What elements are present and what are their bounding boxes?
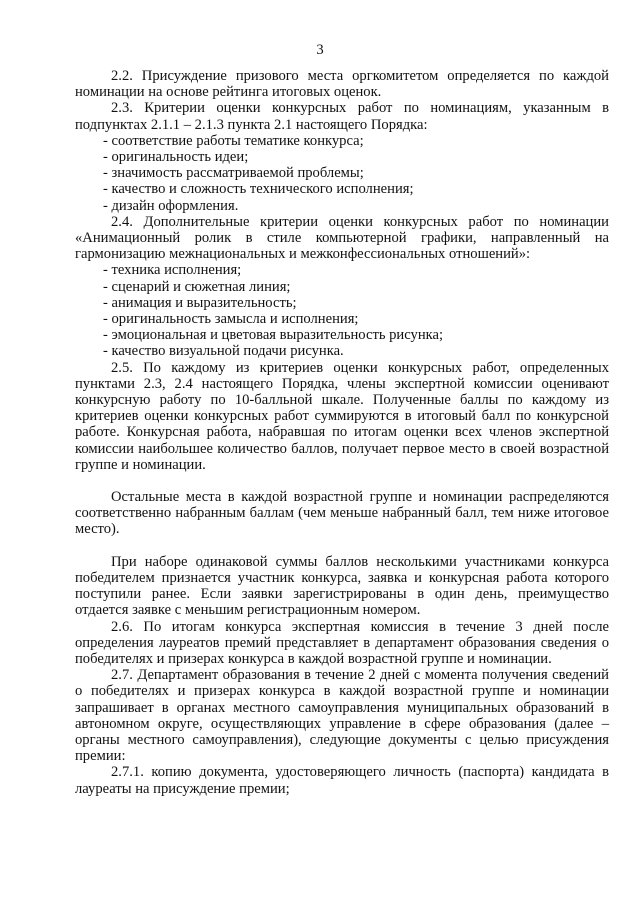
list-item: - значимость рассматриваемой проблемы;	[103, 165, 364, 182]
list-item: - анимация и выразительность;	[103, 294, 297, 311]
criteria-list-2-3	[75, 133, 609, 214]
paragraph-2-4: 2.4. Дополнительные критерии оценки конкурсных работ по номинации «Анимационный ролик в стиле компьютерной графики, направленный на гармонизацию межнациональных и межконфессиональных отношений»:	[75, 213, 609, 263]
paragraph-remaining-places: Остальные места в каждой возрастной группе и номинации распределяются соответственно набранным баллам (чем меньше набранный балл, тем ниже итоговое место).	[75, 489, 609, 538]
paragraph-2-2: 2.2. Присуждение призового места оргкомитетом определяется по каждой номинации на основе рейтинга итоговых оценок.	[75, 68, 609, 101]
paragraph-2-7-1: 2.7.1. копию документа, удостоверяющего личность (паспорта) кандидата в лауреаты на присуждение премии;	[75, 764, 609, 797]
paragraph-2-7: 2.7. Департамент образования в течение 2 дней с момента получения сведений о победителях и призерах конкурса в каждой возрастной группе и номинации запрашивает в органах местного самоуправления муниципальных образований в автономном округе, осуществляющих управление в сфере образования (далее – органы местного самоуправления), следующие документы с целью присуждения премии:	[75, 667, 609, 765]
page-number: 3	[316, 42, 324, 58]
paragraph-equal-score: При наборе одинаковой суммы баллов несколькими участниками конкурса победителем признается участник конкурса, заявка и конкурсная работа которого поступили ранее. Если заявки зарегистрированы в один день, преимущество отдается заявке с меньшим регистрационным номером.	[75, 553, 609, 619]
criteria-list-2-4	[75, 262, 609, 359]
list-item: - соответствие работы тематике конкурса;	[103, 132, 364, 149]
list-item: - оригинальность замысла и исполнения;	[103, 311, 359, 328]
list-item: - сценарий и сюжетная линия;	[103, 278, 291, 295]
list-item: - оригинальность идеи;	[103, 149, 249, 166]
paragraph-2-3: 2.3. Критерии оценки конкурсных работ по номинациям, указанным в подпунктах 2.1.1 – 2.1.3 пункта 2.1 настоящего Порядка:	[75, 100, 609, 133]
list-item: - качество визуальной подачи рисунка.	[103, 343, 344, 360]
list-item: - качество и сложность технического исполнения;	[103, 181, 414, 198]
document-body	[75, 68, 609, 797]
list-item: - эмоциональная и цветовая выразительность рисунка;	[103, 327, 444, 344]
paragraph-2-5: 2.5. По каждому из критериев оценки конкурсных работ, определенных пунктами 2.3, 2.4 настоящего Порядка, члены экспертной комиссии оценивают конкурсную работу по 10-балльной шкале. Полученные баллы по каждому из критериев оценки конкурсных работ суммируются в итоговый балл по конкурсной работе. Конкурсная работа, набравшая по итогам оценки всех членов экспертной комиссии наибольшее количество баллов, получает первое место в своей возрастной группе и номинации.	[75, 359, 609, 473]
list-item: - техника исполнения;	[103, 262, 242, 279]
list-item: - дизайн оформления.	[103, 197, 239, 214]
paragraph-2-6: 2.6. По итогам конкурса экспертная комиссия в течение 3 дней после определения лауреатов премий представляет в департамент образования сведения о победителях и призерах конкурса в каждой возрастной группе и номинации.	[75, 618, 609, 667]
